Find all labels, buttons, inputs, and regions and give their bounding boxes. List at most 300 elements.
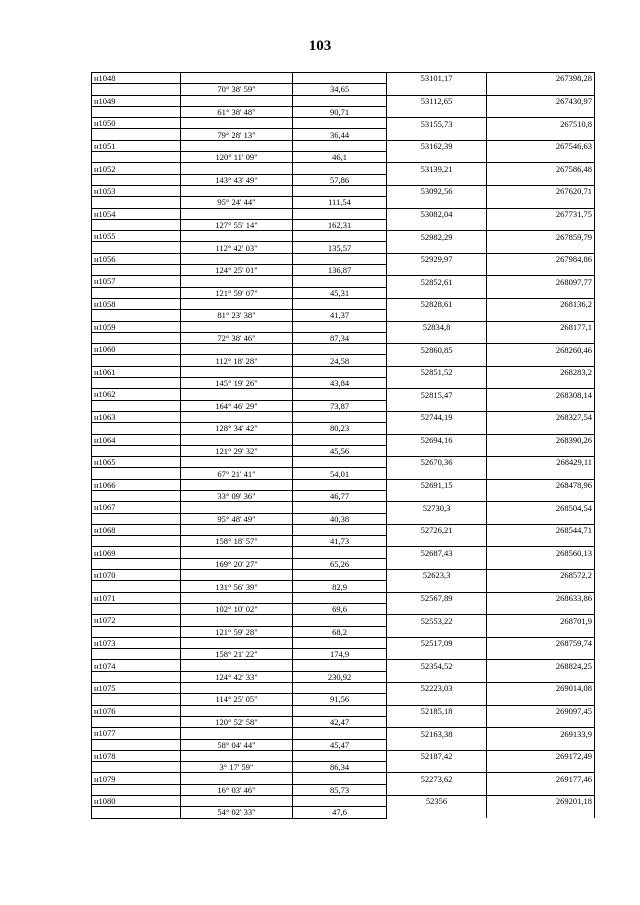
y-coordinate-cell: 268136,2	[487, 298, 595, 309]
segment-row	[92, 174, 595, 185]
empty-cell	[181, 637, 293, 648]
empty-cell	[181, 163, 293, 174]
distance-cell: 41,73	[293, 536, 387, 547]
x-coordinate-cell: 53162,39	[387, 140, 487, 151]
empty-cell	[487, 106, 595, 117]
distance-cell: 68,2	[293, 626, 387, 637]
distance-cell: 42,47	[293, 716, 387, 727]
direction-angle-cell: 121° 59' 07"	[181, 287, 293, 298]
empty-cell	[487, 603, 595, 614]
point-row	[92, 796, 595, 807]
empty-cell	[487, 490, 595, 501]
distance-cell: 136,87	[293, 265, 387, 276]
segment-row	[92, 106, 595, 117]
empty-cell	[92, 603, 181, 614]
empty-cell	[387, 558, 487, 569]
table-body	[92, 73, 595, 819]
empty-cell	[92, 129, 181, 140]
empty-cell	[181, 366, 293, 377]
point-name-cell: н1075	[92, 683, 181, 694]
empty-cell	[181, 344, 293, 355]
point-name-cell: н1079	[92, 773, 181, 784]
empty-cell	[92, 468, 181, 479]
x-coordinate-cell: 52929,97	[387, 253, 487, 264]
empty-cell	[293, 276, 387, 287]
point-row	[92, 185, 595, 196]
distance-cell: 73,87	[293, 400, 387, 411]
empty-cell	[387, 649, 487, 660]
empty-cell	[293, 796, 387, 807]
empty-cell	[92, 219, 181, 230]
x-coordinate-cell: 52730,3	[387, 502, 487, 513]
empty-cell	[92, 807, 181, 818]
empty-cell	[487, 739, 595, 750]
distance-cell: 40,38	[293, 513, 387, 524]
empty-cell	[293, 366, 387, 377]
point-row	[92, 479, 595, 490]
empty-cell	[487, 355, 595, 366]
empty-cell	[387, 174, 487, 185]
empty-cell	[181, 524, 293, 535]
y-coordinate-cell: 269133,9	[487, 728, 595, 739]
direction-angle-cell: 164° 46' 29"	[181, 400, 293, 411]
y-coordinate-cell: 269097,45	[487, 705, 595, 716]
segment-row	[92, 694, 595, 705]
empty-cell	[387, 265, 487, 276]
empty-cell	[487, 400, 595, 411]
y-coordinate-cell: 268572,2	[487, 570, 595, 581]
empty-cell	[293, 118, 387, 129]
x-coordinate-cell: 52744,19	[387, 411, 487, 422]
empty-cell	[487, 671, 595, 682]
point-row	[92, 615, 595, 626]
point-row	[92, 140, 595, 151]
empty-cell	[387, 671, 487, 682]
point-name-cell: н1060	[92, 344, 181, 355]
empty-cell	[387, 310, 487, 321]
segment-row	[92, 287, 595, 298]
empty-cell	[293, 773, 387, 784]
empty-cell	[487, 807, 595, 818]
empty-cell	[181, 434, 293, 445]
y-coordinate-cell: 269201,18	[487, 796, 595, 807]
empty-cell	[181, 73, 293, 84]
y-coordinate-cell: 268308,14	[487, 389, 595, 400]
y-coordinate-cell: 267586,48	[487, 163, 595, 174]
empty-cell	[293, 479, 387, 490]
empty-cell	[487, 468, 595, 479]
x-coordinate-cell: 52834,8	[387, 321, 487, 332]
x-coordinate-cell: 52852,61	[387, 276, 487, 287]
empty-cell	[92, 490, 181, 501]
empty-cell	[92, 581, 181, 592]
empty-cell	[487, 445, 595, 456]
empty-cell	[293, 524, 387, 535]
empty-cell	[387, 626, 487, 637]
direction-angle-cell: 3° 17' 59"	[181, 762, 293, 773]
y-coordinate-cell: 268633,86	[487, 592, 595, 603]
x-coordinate-cell: 52163,38	[387, 728, 487, 739]
point-row	[92, 660, 595, 671]
y-coordinate-cell: 268429,11	[487, 457, 595, 468]
distance-cell: 45,31	[293, 287, 387, 298]
empty-cell	[181, 118, 293, 129]
point-row	[92, 750, 595, 761]
empty-cell	[487, 332, 595, 343]
point-name-cell: н1049	[92, 95, 181, 106]
empty-cell	[487, 242, 595, 253]
point-row	[92, 118, 595, 129]
empty-cell	[181, 547, 293, 558]
distance-cell: 24,58	[293, 355, 387, 366]
point-row	[92, 547, 595, 558]
empty-cell	[387, 716, 487, 727]
direction-angle-cell: 114° 25' 05"	[181, 694, 293, 705]
point-name-cell: н1078	[92, 750, 181, 761]
empty-cell	[181, 660, 293, 671]
empty-cell	[387, 490, 487, 501]
point-name-cell: н1058	[92, 298, 181, 309]
empty-cell	[92, 152, 181, 163]
distance-cell: 135,57	[293, 242, 387, 253]
point-row	[92, 683, 595, 694]
empty-cell	[181, 502, 293, 513]
empty-cell	[293, 208, 387, 219]
direction-angle-cell: 120° 52' 58"	[181, 716, 293, 727]
empty-cell	[181, 185, 293, 196]
empty-cell	[181, 705, 293, 716]
segment-row	[92, 242, 595, 253]
point-row	[92, 637, 595, 648]
direction-angle-cell: 127° 55' 14"	[181, 219, 293, 230]
x-coordinate-cell: 52828,61	[387, 298, 487, 309]
empty-cell	[387, 197, 487, 208]
distance-cell: 230,92	[293, 671, 387, 682]
empty-cell	[181, 457, 293, 468]
page-number: 103	[308, 38, 332, 54]
direction-angle-cell: 79° 28' 13"	[181, 129, 293, 140]
segment-row	[92, 536, 595, 547]
point-row	[92, 502, 595, 513]
y-coordinate-cell: 268283,2	[487, 366, 595, 377]
empty-cell	[387, 739, 487, 750]
empty-cell	[92, 445, 181, 456]
empty-cell	[92, 84, 181, 95]
empty-cell	[181, 321, 293, 332]
point-row	[92, 705, 595, 716]
direction-angle-cell: 70° 38' 59"	[181, 84, 293, 95]
segment-row	[92, 784, 595, 795]
empty-cell	[487, 423, 595, 434]
empty-cell	[487, 784, 595, 795]
empty-cell	[487, 581, 595, 592]
distance-cell: 41,37	[293, 310, 387, 321]
empty-cell	[387, 378, 487, 389]
empty-cell	[487, 378, 595, 389]
distance-cell: 65,26	[293, 558, 387, 569]
empty-cell	[181, 479, 293, 490]
x-coordinate-cell: 52185,18	[387, 705, 487, 716]
point-name-cell: н1076	[92, 705, 181, 716]
y-coordinate-cell: 267731,75	[487, 208, 595, 219]
empty-cell	[181, 276, 293, 287]
distance-cell: 34,65	[293, 84, 387, 95]
distance-cell: 91,56	[293, 694, 387, 705]
empty-cell	[293, 298, 387, 309]
point-row	[92, 208, 595, 219]
y-coordinate-cell: 267510,8	[487, 118, 595, 129]
point-row	[92, 73, 595, 84]
distance-cell: 69,6	[293, 603, 387, 614]
y-coordinate-cell: 267398,28	[487, 73, 595, 84]
point-name-cell: н1071	[92, 592, 181, 603]
segment-row	[92, 807, 595, 818]
empty-cell	[92, 378, 181, 389]
empty-cell	[92, 694, 181, 705]
segment-row	[92, 468, 595, 479]
segment-row	[92, 558, 595, 569]
x-coordinate-cell: 53101,17	[387, 73, 487, 84]
empty-cell	[92, 762, 181, 773]
y-coordinate-cell: 267984,86	[487, 253, 595, 264]
empty-cell	[181, 773, 293, 784]
empty-cell	[92, 671, 181, 682]
direction-angle-cell: 121° 59' 28"	[181, 626, 293, 637]
distance-cell: 82,9	[293, 581, 387, 592]
x-coordinate-cell: 52726,21	[387, 524, 487, 535]
empty-cell	[293, 502, 387, 513]
empty-cell	[92, 513, 181, 524]
y-coordinate-cell: 268390,26	[487, 434, 595, 445]
point-name-cell: н1055	[92, 231, 181, 242]
y-coordinate-cell: 268260,46	[487, 344, 595, 355]
x-coordinate-cell: 53092,56	[387, 185, 487, 196]
distance-cell: 85,73	[293, 784, 387, 795]
empty-cell	[181, 570, 293, 581]
direction-angle-cell: 143° 43' 49"	[181, 174, 293, 185]
segment-row	[92, 310, 595, 321]
x-coordinate-cell: 52670,36	[387, 457, 487, 468]
direction-angle-cell: 16° 03' 46"	[181, 784, 293, 795]
distance-cell: 46,77	[293, 490, 387, 501]
point-name-cell: н1070	[92, 570, 181, 581]
x-coordinate-cell: 53112,65	[387, 95, 487, 106]
distance-cell: 111,54	[293, 197, 387, 208]
direction-angle-cell: 158° 21' 22"	[181, 649, 293, 660]
point-row	[92, 592, 595, 603]
y-coordinate-cell: 268327,54	[487, 411, 595, 422]
empty-cell	[293, 231, 387, 242]
empty-cell	[487, 152, 595, 163]
point-name-cell: н1048	[92, 73, 181, 84]
empty-cell	[293, 547, 387, 558]
segment-row	[92, 603, 595, 614]
point-row	[92, 344, 595, 355]
segment-row	[92, 513, 595, 524]
point-name-cell: н1066	[92, 479, 181, 490]
empty-cell	[487, 219, 595, 230]
empty-cell	[92, 265, 181, 276]
distance-cell: 80,23	[293, 423, 387, 434]
y-coordinate-cell: 269014,08	[487, 683, 595, 694]
point-name-cell: н1054	[92, 208, 181, 219]
empty-cell	[92, 355, 181, 366]
point-row	[92, 253, 595, 264]
y-coordinate-cell: 268701,9	[487, 615, 595, 626]
empty-cell	[387, 513, 487, 524]
y-coordinate-cell: 268824,25	[487, 660, 595, 671]
point-name-cell: н1050	[92, 118, 181, 129]
empty-cell	[293, 185, 387, 196]
empty-cell	[181, 683, 293, 694]
point-name-cell: н1077	[92, 728, 181, 739]
empty-cell	[487, 265, 595, 276]
empty-cell	[387, 807, 487, 818]
y-coordinate-cell: 268478,96	[487, 479, 595, 490]
empty-cell	[293, 253, 387, 264]
x-coordinate-cell: 52187,42	[387, 750, 487, 761]
empty-cell	[387, 694, 487, 705]
distance-cell: 87,34	[293, 332, 387, 343]
direction-angle-cell: 112° 18' 28"	[181, 355, 293, 366]
y-coordinate-cell: 267859,79	[487, 231, 595, 242]
x-coordinate-cell: 53155,73	[387, 118, 487, 129]
x-coordinate-cell: 52517,09	[387, 637, 487, 648]
empty-cell	[387, 152, 487, 163]
empty-cell	[293, 750, 387, 761]
empty-cell	[387, 468, 487, 479]
segment-row	[92, 671, 595, 682]
point-name-cell: н1072	[92, 615, 181, 626]
y-coordinate-cell: 268177,1	[487, 321, 595, 332]
point-row	[92, 411, 595, 422]
segment-row	[92, 445, 595, 456]
distance-cell: 174,9	[293, 649, 387, 660]
point-row	[92, 231, 595, 242]
empty-cell	[293, 344, 387, 355]
empty-cell	[487, 694, 595, 705]
y-coordinate-cell: 268560,13	[487, 547, 595, 558]
point-name-cell: н1063	[92, 411, 181, 422]
empty-cell	[181, 298, 293, 309]
point-name-cell: н1051	[92, 140, 181, 151]
segment-row	[92, 265, 595, 276]
point-name-cell: н1073	[92, 637, 181, 648]
empty-cell	[92, 106, 181, 117]
empty-cell	[92, 242, 181, 253]
empty-cell	[181, 140, 293, 151]
point-name-cell: н1061	[92, 366, 181, 377]
empty-cell	[92, 423, 181, 434]
empty-cell	[487, 174, 595, 185]
x-coordinate-cell: 53082,04	[387, 208, 487, 219]
point-name-cell: н1064	[92, 434, 181, 445]
point-row	[92, 298, 595, 309]
direction-angle-cell: 67° 21' 41"	[181, 468, 293, 479]
point-row	[92, 570, 595, 581]
empty-cell	[487, 129, 595, 140]
empty-cell	[293, 660, 387, 671]
segment-row	[92, 84, 595, 95]
segment-row	[92, 739, 595, 750]
empty-cell	[487, 536, 595, 547]
x-coordinate-cell: 52223,03	[387, 683, 487, 694]
empty-cell	[387, 242, 487, 253]
empty-cell	[181, 411, 293, 422]
x-coordinate-cell: 52553,22	[387, 615, 487, 626]
segment-row	[92, 423, 595, 434]
empty-cell	[487, 558, 595, 569]
point-row	[92, 321, 595, 332]
point-name-cell: н1068	[92, 524, 181, 535]
empty-cell	[293, 592, 387, 603]
x-coordinate-cell: 53139,21	[387, 163, 487, 174]
point-row	[92, 524, 595, 535]
point-row	[92, 434, 595, 445]
direction-angle-cell: 33° 09' 36"	[181, 490, 293, 501]
segment-row	[92, 355, 595, 366]
empty-cell	[181, 796, 293, 807]
empty-cell	[293, 95, 387, 106]
distance-cell: 43,84	[293, 378, 387, 389]
empty-cell	[92, 400, 181, 411]
point-row	[92, 457, 595, 468]
empty-cell	[293, 140, 387, 151]
point-row	[92, 276, 595, 287]
segment-row	[92, 378, 595, 389]
direction-angle-cell: 54° 02' 33"	[181, 807, 293, 818]
segment-row	[92, 219, 595, 230]
segment-row	[92, 152, 595, 163]
empty-cell	[92, 649, 181, 660]
empty-cell	[92, 310, 181, 321]
point-name-cell: н1053	[92, 185, 181, 196]
distance-cell: 54,01	[293, 468, 387, 479]
segment-row	[92, 649, 595, 660]
empty-cell	[181, 750, 293, 761]
empty-cell	[181, 615, 293, 626]
x-coordinate-cell: 52356	[387, 796, 487, 807]
empty-cell	[387, 784, 487, 795]
empty-cell	[293, 637, 387, 648]
x-coordinate-cell: 52851,52	[387, 366, 487, 377]
empty-cell	[293, 683, 387, 694]
empty-cell	[293, 570, 387, 581]
empty-cell	[387, 536, 487, 547]
segment-row	[92, 400, 595, 411]
empty-cell	[181, 592, 293, 603]
direction-angle-cell: 131° 56' 39"	[181, 581, 293, 592]
empty-cell	[293, 321, 387, 332]
x-coordinate-cell: 52691,15	[387, 479, 487, 490]
point-name-cell: н1067	[92, 502, 181, 513]
y-coordinate-cell: 269172,49	[487, 750, 595, 761]
direction-angle-cell: 121° 29' 32"	[181, 445, 293, 456]
y-coordinate-cell: 267620,71	[487, 185, 595, 196]
empty-cell	[387, 400, 487, 411]
empty-cell	[487, 762, 595, 773]
empty-cell	[487, 649, 595, 660]
point-name-cell: н1052	[92, 163, 181, 174]
point-name-cell: н1065	[92, 457, 181, 468]
direction-angle-cell: 112° 42' 03"	[181, 242, 293, 253]
distance-cell: 90,71	[293, 106, 387, 117]
direction-angle-cell: 145° 19' 26"	[181, 378, 293, 389]
segment-row	[92, 332, 595, 343]
distance-cell: 46,1	[293, 152, 387, 163]
direction-angle-cell: 128° 34' 42"	[181, 423, 293, 434]
point-row	[92, 389, 595, 400]
